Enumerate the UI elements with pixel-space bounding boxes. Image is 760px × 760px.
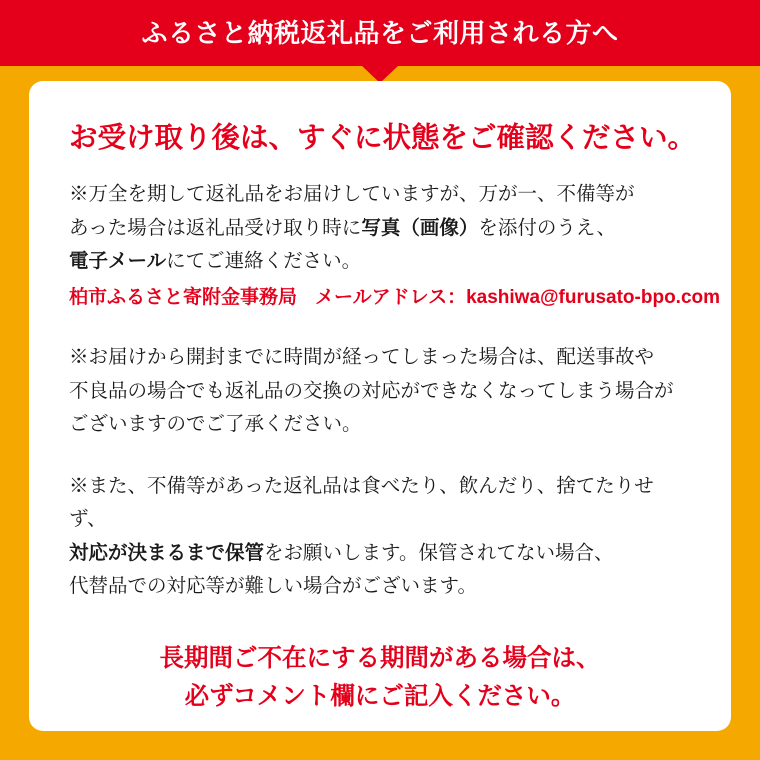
- header-banner: [0, 0, 760, 66]
- paragraph3-line3: 代替品での対応等が難しい場合がございます。: [69, 575, 477, 598]
- contact-email-label: メールアドレス：: [315, 286, 467, 308]
- paragraph-inspection: [69, 178, 691, 279]
- paragraph3-line1: ※また、不備等があった返礼品は食べたり、飲んだり、捨てたりせず、: [69, 474, 654, 531]
- paragraph2-line3: ございますのでご了承ください。: [69, 413, 362, 436]
- banner-title: ふるさと納税返礼品をご利用される方へ: [141, 18, 619, 48]
- paragraph1-email-emphasis: 電子メール: [69, 250, 167, 273]
- paragraph2-line1: ※お届けから開封までに時間が経ってしまった場合は、配送事故や: [69, 345, 655, 368]
- paragraph1-line2-lead: あった場合は返礼品受け取り時に: [69, 216, 362, 239]
- closing-line-2: 必ずコメント欄にご記入ください。: [184, 682, 576, 710]
- paragraph1-line2-tail: を添付のうえ、: [478, 216, 616, 239]
- paragraph2-line2: 不良品の場合でも返礼品の交換の対応ができなくなってしまう場合が: [69, 379, 674, 402]
- paragraph1-line1: ※万全を期して返礼品をお届けしていますが、万が一、不備等が: [69, 183, 635, 205]
- closing-line-1: 長期間ご不在にする期間がある場合は、: [159, 644, 601, 672]
- notice-card: [29, 81, 731, 731]
- contact-line: [69, 283, 721, 313]
- paragraph-keep-item-notice: [69, 470, 691, 604]
- paragraph1-photo-emphasis: 写真（画像）: [361, 216, 479, 239]
- paragraph3-line2-tail: をお願いします。保管されてない場合、: [264, 541, 614, 564]
- notice-headline: お受け取り後は、すぐに状態をご確認ください。: [69, 122, 697, 154]
- contact-email-address[interactable]: kashiwa@furusato-bpo.com: [466, 286, 721, 308]
- closing-message: [69, 640, 691, 716]
- contact-office-name: 柏市ふるさと寄附金事務局: [69, 286, 298, 308]
- paragraph3-storage-emphasis: 対応が決まるまで保管: [69, 541, 265, 564]
- paragraph1-line3-tail: にてご連絡ください。: [166, 250, 362, 273]
- paragraph-delay-notice: [69, 341, 691, 442]
